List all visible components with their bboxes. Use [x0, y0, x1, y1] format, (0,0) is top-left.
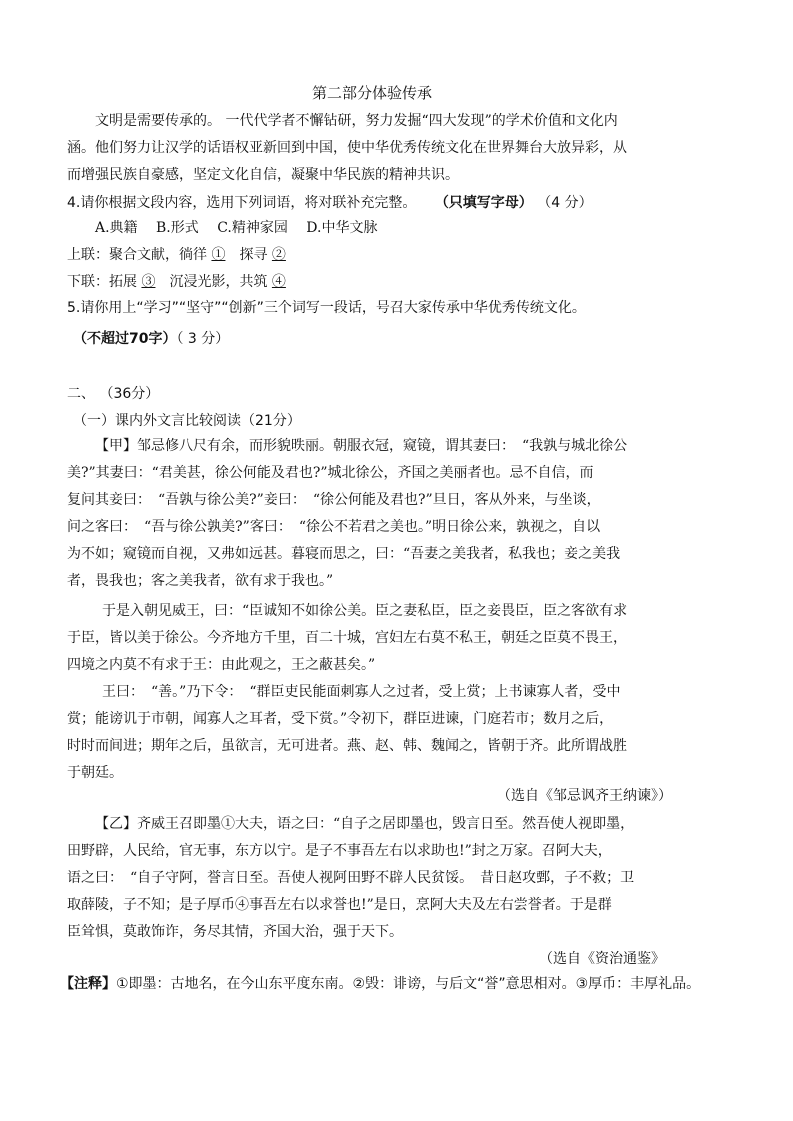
jia2-line-3: 四境之内莫不有求于王：由此观之，王之蔽甚矣。” [67, 657, 376, 673]
jia-line-5: 为不如；窥镜而自视，又弗如远甚。暮寝而思之，曰：“吾妻之美我者，私我也；妾之美我 [67, 546, 621, 562]
yi-line-2: 田野辟，人民给，官无事，东方以宁。是子不事吾左右以求助也!”封之万家。召阿大夫， [67, 843, 612, 859]
jia2-line-1: 于是入朝见威王，曰：“臣诚知不如徐公美。臣之妻私臣，臣之妾畏臣，臣之客欲有求 [102, 603, 628, 619]
jia3-line-2: 赏；能谤讥于市朝，闻寡人之耳者，受下赏。”令初下，群臣进谏，门庭若市；数月之后， [67, 711, 614, 727]
yi-line-3: 语之曰： “自子守阿，誉言日至。吾使人视阿田野不辟人民贫馁。 昔日赵攻鄄，子不救；卫 [67, 870, 635, 886]
yi-line-4: 取薛陵，子不知；是子厚币④事吾左右以求誉也!”是日，烹阿大夫及左右尝誉者。于是群 [67, 897, 612, 913]
jia3-line-4: 于朝廷。 [67, 765, 123, 781]
jia-source: （选自《邹忌讽齐王纳谏》） [497, 788, 672, 804]
jia-line-3: 复问其妾曰： “吾孰与徐公美?”妾曰： “徐公何能及君也?”旦日，客从外来，与坐谈， [67, 492, 601, 508]
q5-score: （ 3 分） [176, 331, 230, 347]
q4-stem: 4.请你根据文段内容，选用下列词语，将对联补充完整。 [67, 195, 417, 211]
annotation [60, 975, 700, 993]
intro-line-1: 文明是需要传承的。 一代代学者不懈钻研，努力发掘“四大发现”的学术价值和文化内 [95, 113, 618, 129]
jia-line-1: 【甲】邹忌修八尺有余，而形貌昳丽。朝服衣冠，窥镜，谓其妻曰： “我孰与城北徐公 [95, 438, 628, 454]
blank-4: ④ [271, 274, 286, 290]
annotation-text: ①即墨：古地名，在今山东平度东南。②毁：诽谤，与后文“誉”意思相对。③厚币：丰厚礼品。 [116, 976, 701, 992]
part-2-subheading: （一）课内外文言比较阅读（21分） [73, 413, 301, 429]
part-2-heading: 二、 （36分） [67, 386, 160, 402]
yi-source: （选自《资治通鉴》 [539, 951, 665, 967]
jia3-line-1: 王曰： “善。”乃下令： “群臣吏民能面刺寡人之过者，受上赏；上书谏寡人者，受中 [102, 684, 621, 700]
yi-line-5: 臣耸惧，莫敢饰诈，务尽其情，齐国大治，强于天下。 [67, 924, 403, 940]
couplet-lower: 下联：拓展 ③ 沉浸光影，共筑 ④ [67, 274, 286, 290]
intro-line-2: 涵。他们努力让汉学的话语权亚新回到中国，使中华优秀传统文化在世界舞台大放异彩，从 [67, 140, 627, 156]
q5-limit: （不超过70字） [73, 331, 177, 347]
couplet-upper: 上联：聚合文献，徜徉 ① 探寻 ② [67, 247, 286, 263]
q4-note: （只填写字母） [434, 195, 533, 211]
blank-1: ① [211, 247, 226, 263]
yi-line-1: 【乙】齐威王召即墨①大夫，语之曰：“自子之居即墨也，毁言日至。然吾使人视即墨， [95, 816, 635, 832]
section-title: 第二部分体验传承 [312, 84, 433, 102]
q4-options: A.典籍 B.形式 C.精神家园 D.中华文脉 [95, 220, 378, 236]
blank-3: ③ [141, 274, 156, 290]
question-5: 5.请你用上“学习”“坚守”“创新”三个词写一段话，号召大家传承中华优秀传统文化。 [67, 300, 586, 316]
jia-line-4: 问之客曰： “吾与徐公孰美?”客曰： “徐公不若君之美也。”明日徐公来，孰视之，自以 [67, 519, 601, 535]
jia-line-2: 美?”其妻曰：“君美甚，徐公何能及君也?”城北徐公，齐国之美丽者也。忌不自信，而 [67, 465, 594, 481]
question-4 [67, 194, 593, 212]
q4-score: （4 分） [537, 195, 593, 211]
blank-2: ② [271, 247, 286, 263]
jia2-line-2: 于臣，皆以美于徐公。今齐地方千里，百二十城，宫妇左右莫不私王，朝廷之臣莫不畏王， [67, 630, 627, 646]
q5-requirements [73, 330, 229, 348]
jia3-line-3: 时时而间进；期年之后，虽欲言，无可进者。燕、赵、韩、魏闻之，皆朝于齐。此所谓战胜 [67, 738, 627, 754]
jia-line-6: 者，畏我也；客之美我者，欲有求于我也。” [67, 573, 334, 589]
intro-line-3: 而增强民族自豪感，坚定文化自信，凝聚中华民族的精神共识。 [67, 167, 459, 183]
annotation-label: 【注释】 [60, 976, 116, 992]
